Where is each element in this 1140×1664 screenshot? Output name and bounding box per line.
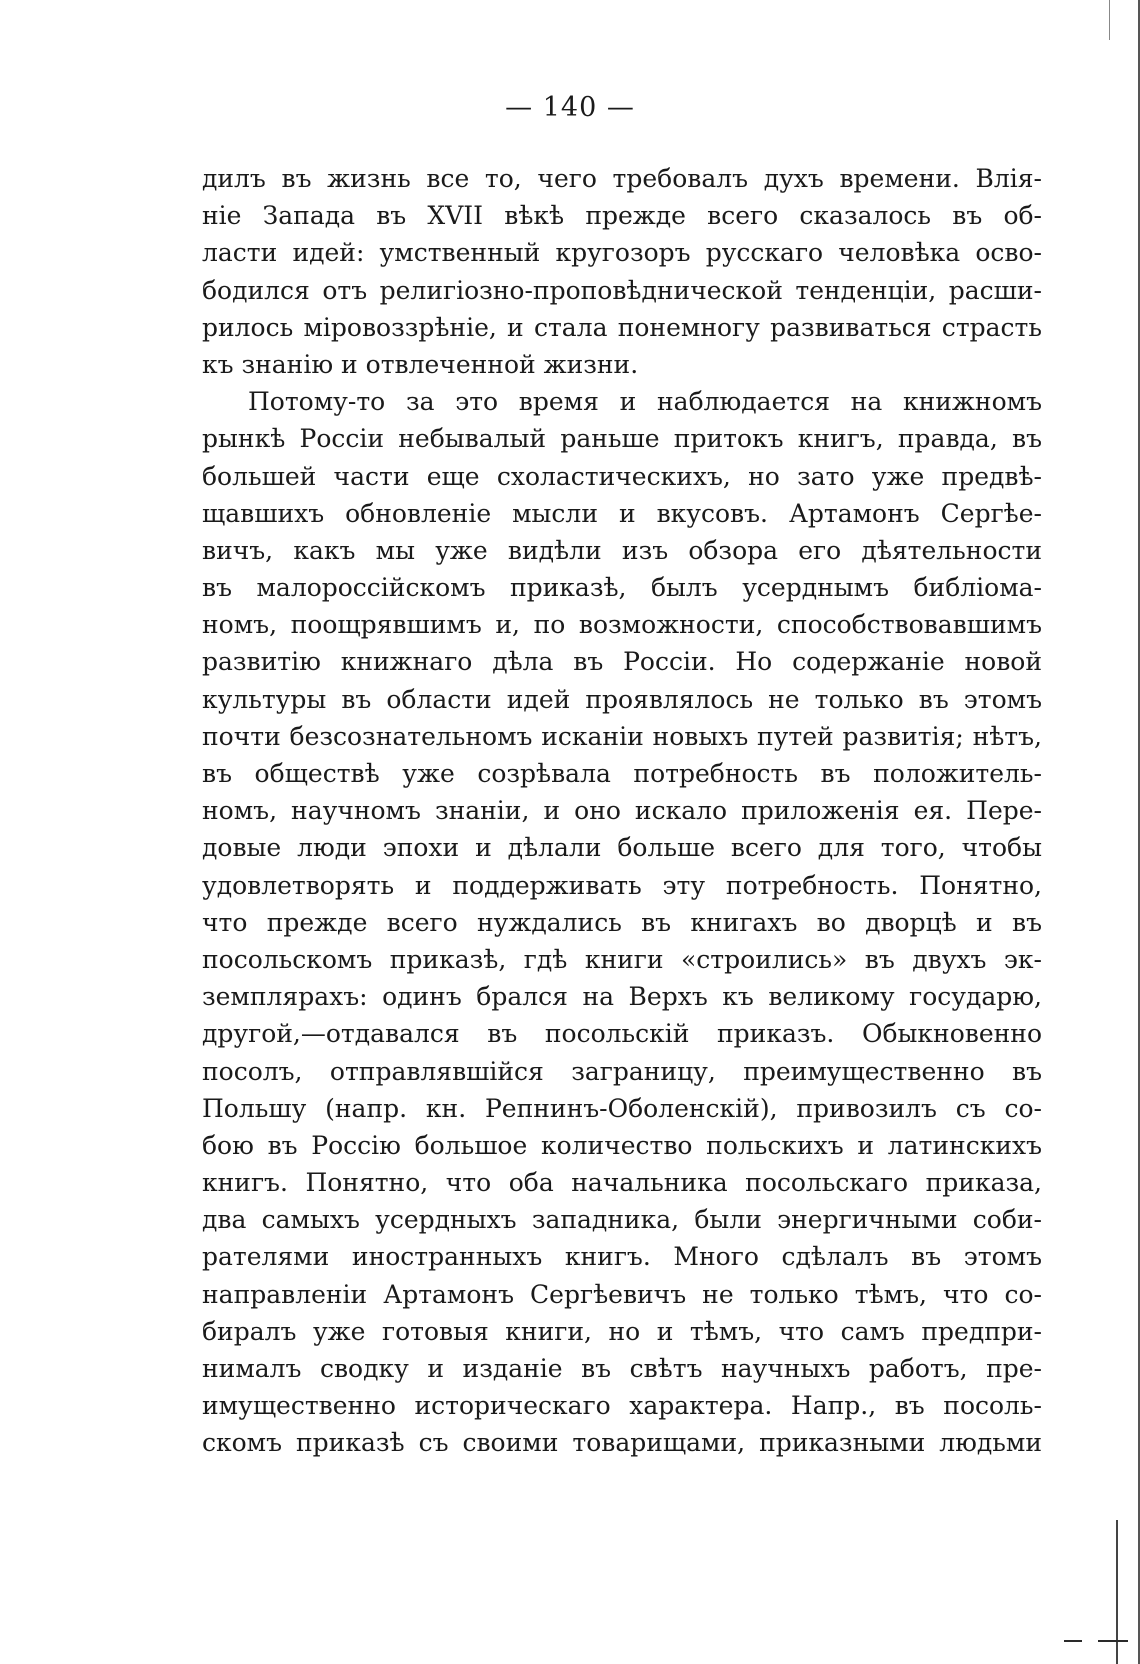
text-line: ніе Запада въ XVII вѣкѣ прежде всего сказалось въ об- [202,201,1042,231]
text-line: другой,—отдавался въ посольскій приказъ. Обыкновенно [202,1019,1042,1049]
text-line: довые люди эпохи и дѣлали больше всего для того, чтобы [202,833,1042,863]
text-line: рынкѣ Россіи небывалый раньше притокъ книгъ, правда, въ [202,424,1042,454]
text-line: щавшихъ обновленіе мысли и вкусовъ. Артамонъ Сергѣе- [202,498,1042,528]
text-line: почти безсознательномъ исканіи новыхъ путей развитія; нѣтъ, [202,721,1042,751]
text-line: биралъ уже готовыя книги, но и тѣмъ, что самъ предпри- [202,1316,1042,1346]
text-line: нималъ сводку и изданіе въ свѣтъ научныхъ работъ, пре- [202,1354,1042,1383]
text-line: земплярахъ: одинъ брался на Верхъ къ великому государю, [202,982,1042,1012]
text-line: развитію книжнаго дѣла въ Россіи. Но содержаніе новой [202,647,1042,677]
text-line: Польшу (напр. кн. Репнинъ-Оболенскій), привозилъ съ со- [202,1093,1042,1123]
text-line: бодился отъ религіозно-проповѣднической тенденціи, расши- [202,275,1042,305]
text-line: два самыхъ усердныхъ западника, были энергичными соби- [202,1205,1042,1235]
text-line: въ малороссійскомъ приказѣ, былъ усерднымъ библіома- [202,573,1042,603]
scan-edge-mark [1098,1640,1128,1642]
text-line: дилъ въ жизнь все то, чего требовалъ духъ времени. Влія- [202,164,1042,193]
text-line: посольскомъ приказѣ, гдѣ книги «строились» въ двухъ эк- [202,944,1042,974]
body-text [202,160,1042,1462]
text-line: книгъ. Понятно, что оба начальника посольскаго приказа, [202,1168,1042,1198]
text-line: посолъ, отправлявшійся заграницу, преимущественно въ [202,1056,1042,1086]
text-line: удовлетворять и поддерживать эту потребность. Понятно, [202,870,1042,900]
text-line: ласти идей: умственный кругозоръ русскаго человѣка осво- [202,238,1042,268]
text-line: направленіи Артамонъ Сергѣевичъ не только тѣмъ, что со- [202,1279,1042,1309]
text-line: скомъ приказѣ съ своими товарищами, приказными людьми [202,1428,1042,1458]
scan-edge-mark [1064,1640,1082,1642]
text-line: номъ, поощрявшимъ и, по возможности, способствовавшимъ [202,610,1042,640]
text-line: что прежде всего нуждались въ книгахъ во дворцѣ и въ [202,907,1042,937]
text-line: къ знанію и отвлеченной жизни. [202,349,639,379]
page-number: — 140 — [505,92,635,123]
text-line: имущественно историческаго характера. Напр., въ посоль- [202,1391,1042,1421]
text-line: бою въ Россію большое количество польскихъ и латинскихъ [202,1130,1042,1160]
text-line: Потому-то за это время и наблюдается на книжномъ [248,387,1042,417]
text-line: рилось міровоззрѣніе, и стала понемногу развиваться страсть [202,312,1042,342]
text-line: номъ, научномъ знаніи, и оно искало приложенія ея. Пере- [202,796,1042,826]
text-line: въ обществѣ уже созрѣвала потребность въ положитель- [202,759,1042,788]
text-line: большей части еще схоластическихъ, но зато уже предвѣ- [202,461,1042,491]
scan-edge-line [1116,1520,1118,1664]
text-line: культуры въ области идей проявлялось не только въ этомъ [202,684,1042,714]
scan-edge-line [1109,0,1110,40]
text-line: рателями иностранныхъ книгъ. Много сдѣлалъ въ этомъ [202,1242,1042,1272]
text-line: вичъ, какъ мы уже видѣли изъ обзора его дѣятельности [202,535,1042,565]
